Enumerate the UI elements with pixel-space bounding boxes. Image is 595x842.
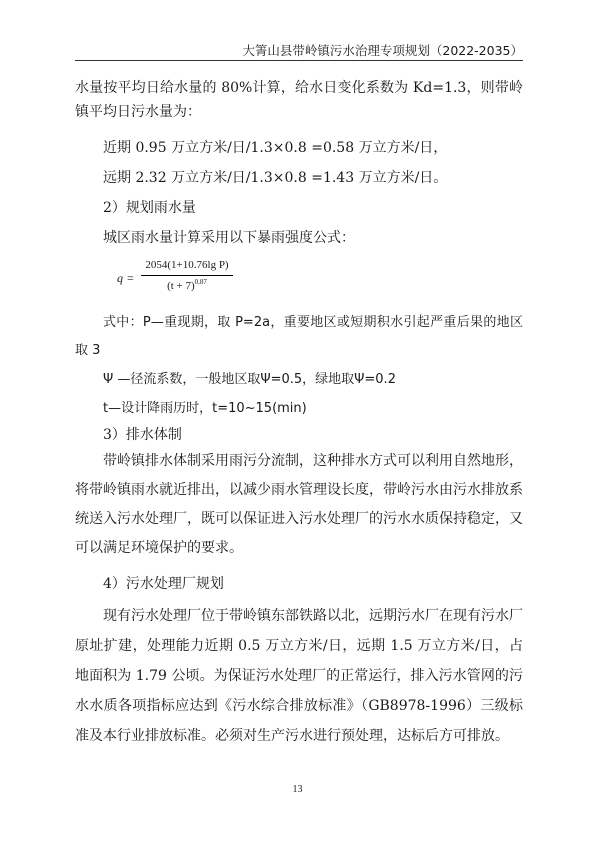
paragraph-long-term: 远期 2.32 万立方米/日/1.3×0.8 =1.43 万立方米/日。: [103, 170, 448, 186]
formula-exponent: 0.87: [194, 278, 207, 286]
formula-denominator-wrap: [141, 278, 233, 292]
paragraph-rainfall-formula-intro: 城区雨水量计算采用以下暴雨强度公式：: [103, 230, 355, 246]
paragraph-wastewater-volume: 水量按平均日给水量的 80%计算，给水日变化系数为 Kd=1.3，则带岭镇平均日污水量为：: [75, 80, 523, 120]
section-heading-treatment-plant: 4）污水处理厂规划: [103, 576, 224, 592]
paragraph-treatment-plant: 现有污水处理厂位于带岭镇东部铁路以北，远期污水厂在现有污水厂原址扩建，处理能力近期 0.5 万立方米/日，远期 1.5 万立方米/日，占地面积为 1.79 公顷。为保证污水处理厂的正常运行，排入污水管网的污水水质各项指标应达到《污水综合排放标准》（GB8978-1996）三级标准及本行业排放标准。必须对生产污水进行预处理，达标后方可排放。: [75, 608, 523, 744]
header-title: 大箐山县带岭镇污水治理专项规划（2022-2035）: [242, 43, 523, 58]
paragraph-near-term: 近期 0.95 万立方米/日/1.3×0.8 =0.58 万立方米/日，: [103, 140, 448, 156]
paragraph-runoff-coefficient: Ψ —径流系数，一般地区取Ψ=0.5，绿地取Ψ=0.2: [103, 372, 396, 387]
page-header: [75, 38, 523, 61]
formula-equals: =: [127, 271, 134, 285]
section-heading-rainwater: 2）规划雨水量: [103, 200, 196, 216]
paragraph-return-period: 式中：P—重现期，取 P=2a，重要地区或短期积水引起严重后果的地区取 3: [75, 315, 523, 358]
paragraph-rainfall-duration: t—设计降雨历时，t=10~15(min): [103, 401, 307, 416]
rainfall-intensity-formula: [117, 257, 523, 305]
page-number: 13: [292, 784, 303, 795]
formula-denominator: (t + 7): [167, 280, 195, 292]
section-heading-drainage-system: 3）排水体制: [103, 427, 182, 443]
document-body: [75, 76, 523, 751]
formula-numerator: 2054(1+10.76lg P): [145, 259, 229, 271]
formula-lhs: q: [117, 271, 123, 285]
formula-fraction-bar: [141, 275, 233, 276]
paragraph-drainage-system: 带岭镇排水体制采用雨污分流制，这种排水方式可以利用自然地形，将带岭镇雨水就近排出，以减少雨水管理设长度，带岭污水由污水排放系统送入污水处理厂，既可以保证进入污水处理厂的污水水质保持稳定，又可以满足环境保护的要求。: [75, 453, 523, 556]
